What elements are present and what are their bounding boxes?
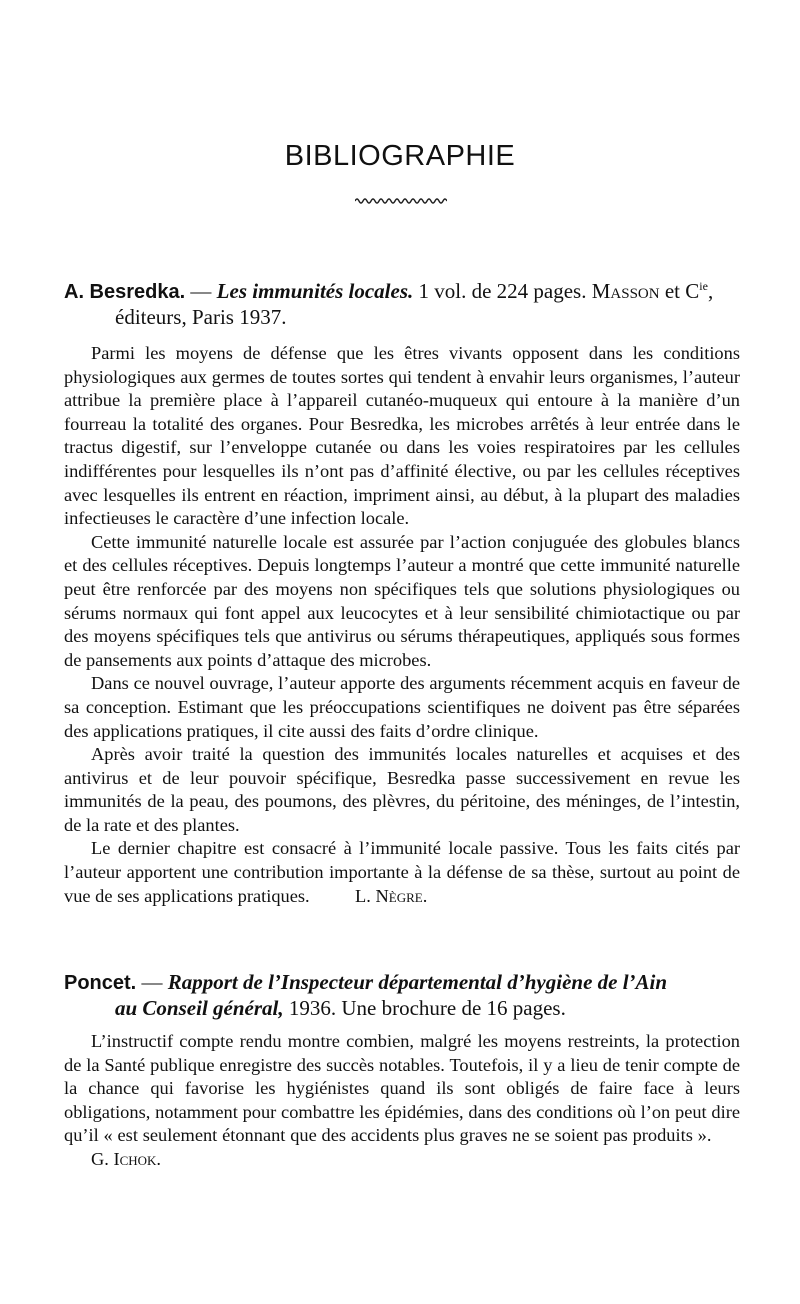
wavy-ornament xyxy=(355,196,447,206)
entry-1-publisher-line: éditeurs, Paris 1937. xyxy=(115,305,287,329)
entry-1-details-a: 1 vol. de 224 pages. xyxy=(413,279,592,303)
entry-2-paragraph-text: L’instructif compte rendu montre combien, malgré les moyens restreints, la protection de la Santé publique enregistre des succès notables. Toutefois, il y a lieu de tenir compte de la chance qui favorise les hygiénistes quand ils sont obligés de faire face à leurs obligations, notamment pour combattre les épidémies, dans des conditions où l’on peut dire qu’il « est seulement étonnant que des accidents plus graves ne se soient pas produits ». xyxy=(64,1031,740,1146)
entry-2-body xyxy=(64,1030,740,1172)
entry-1-paragraph: Parmi les moyens de défense que les êtres vivants opposent dans les conditions physiologiques aux germes de toutes sortes qui tendent à envahir leurs organismes, l’auteur attribue la première place à l’appareil cutanéo-muqueux qui entoure à la manière d’un fourreau la totalité des organes. Pour Besredka, les microbes arrêtés à leur entrée dans le tractus digestif, sur l’enveloppe cutanée ou dans les voies respiratoires par les cellules indifférentes pour lesquelles ils n’ont pas d’affinité élective, ou par les cellules réceptives avec lesquelles ils entrent en réaction, impriment ainsi, au début, à la plupart des maladies infectieuses le caractère d’une infection locale. xyxy=(64,343,740,529)
entry-1-signature: L. Nègre. xyxy=(355,885,428,906)
entry-2-paragraph-last xyxy=(64,1030,740,1172)
entry-1-heading xyxy=(64,274,744,330)
entry-2-heading xyxy=(64,970,744,1021)
entry-1-publisher: Masson xyxy=(591,279,660,303)
page-title: BIBLIOGRAPHIE xyxy=(284,140,516,172)
entry-2-details: 1936. Une brochure de 16 pages. xyxy=(283,996,566,1020)
entry-2-title-line2: au Conseil général, xyxy=(115,996,284,1020)
entry-2-author: Poncet. xyxy=(64,972,137,994)
entry-1-dash: — xyxy=(185,279,217,303)
entry-1-paragraph-text: Le dernier chapitre est consacré à l’immunité locale passive. Tous les faits cités par l’auteur apportent une contribution importante à la défense de sa thèse, surtout au point de vue de ses applications pratiques. xyxy=(64,838,740,906)
entry-1-paragraph-last xyxy=(64,837,740,908)
entry-1-title: Les immunités locales. xyxy=(216,279,414,303)
entry-2-title-line1: Rapport de l’Inspecteur départemental d’hygiène de l’Ain xyxy=(167,970,668,994)
entry-1-body xyxy=(64,342,740,908)
entry-1-details-b: et C xyxy=(659,279,700,303)
entry-2-signature: G. Ichok. xyxy=(91,1148,162,1169)
entry-1-details-sup: ie xyxy=(699,279,708,293)
entry-1-author: A. Besredka. xyxy=(64,281,186,303)
entry-1-details-c: , xyxy=(707,279,714,303)
entry-1-paragraph: Cette immunité naturelle locale est assurée par l’action conjuguée des globules blancs et des cellules réceptives. Depuis longtemps l’auteur a montré que cette immunité naturelle peut être renforcée par des moyens non spécifiques tels que solutions physiologiques ou sérums normaux qui font appel aux leucocytes et à leur sensibilité chimiotactique ou par des moyens spécifiques tels que antivirus ou sérums thérapeutiques, appliqués sous formes de pansements aux points d’attaque des microbes. xyxy=(64,531,740,670)
entry-1-paragraph: Après avoir traité la question des immunités locales naturelles et acquises et des antivirus et de leur pouvoir spécifique, Besredka passe successivement en revue les immunités de la peau, des poumons, des plèvres, du péritoine, des méninges, de l’intestin, de la rate et des plantes. xyxy=(64,744,740,835)
entry-2-dash: — xyxy=(136,970,168,994)
entry-1-paragraph: Dans ce nouvel ouvrage, l’auteur apporte des arguments récemment acquis en faveur de sa conception. Estimant que les préoccupations scientifiques ne doivent pas être séparées des applications pratiques, il cite aussi des faits d’ordre clinique. xyxy=(64,673,740,741)
